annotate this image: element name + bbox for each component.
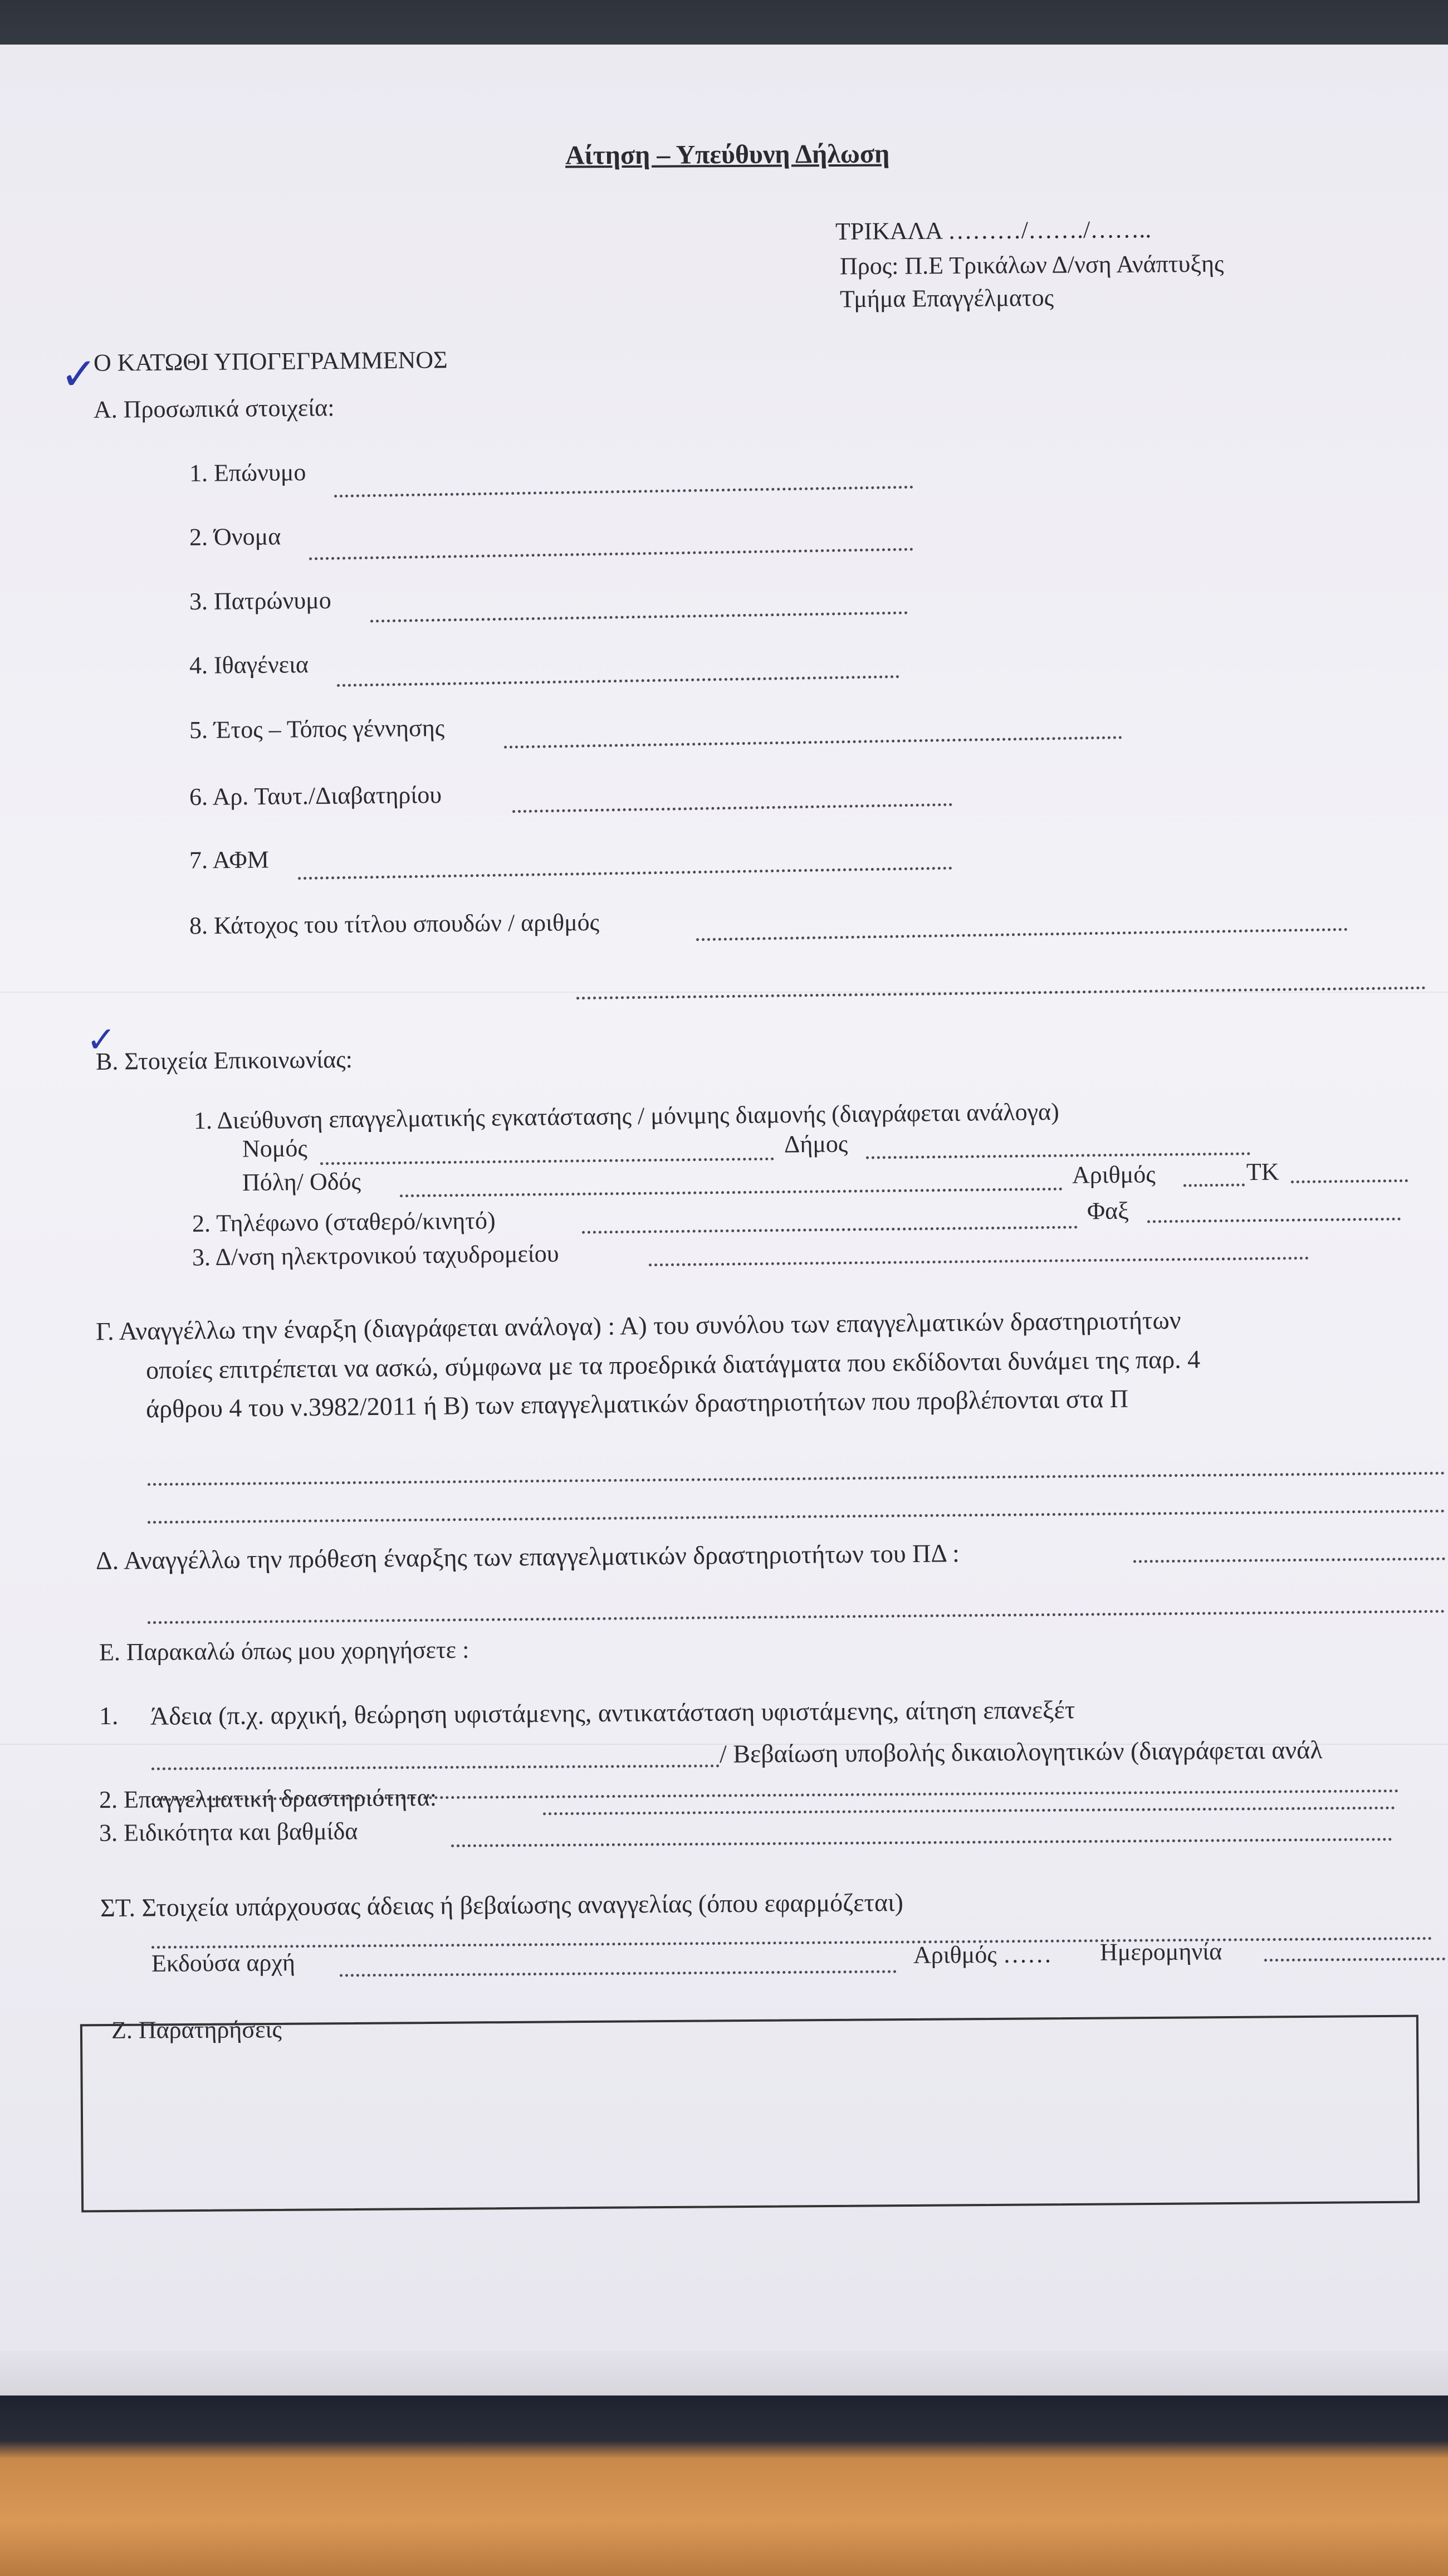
section-e-item-1-line[interactable] <box>151 1764 720 1770</box>
field-id-number: 6. Αρ. Ταυτ./Διαβατηρίου <box>189 781 442 811</box>
section-st-heading: ΣΤ. Στοιχεία υπάρχουσας άδειας ή βεβαίωσης αναγγελίας (όπου εφαρμόζεται) <box>100 1887 903 1923</box>
applicant-heading: Ο ΚΑΤΩΘΙ ΥΠΟΓΕΓΡΑΜΜΕΝΟΣ <box>93 346 448 377</box>
fax-label: Φαξ <box>1087 1197 1129 1225</box>
section-z-heading: Ζ. Παρατηρήσεις <box>111 2016 282 2044</box>
check-mark-icon: ✓ <box>86 1019 116 1061</box>
field-surname: 1. Επώνυμο <box>189 458 306 487</box>
degree-line[interactable] <box>696 928 1348 941</box>
check-mark-icon: ✓ <box>60 348 98 400</box>
section-e-item-2-line[interactable] <box>543 1807 1395 1816</box>
city-street-line[interactable] <box>400 1188 1063 1197</box>
section-e-item-1: Άδεια (π.χ. αρχική, θεώρηση υφιστάμενης, αντικατάσταση υφιστάμενης, αίτηση επανεξέτ <box>150 1695 1075 1730</box>
nationality-line[interactable] <box>337 675 899 687</box>
field-birth: 5. Έτος – Τόπος γέννησης <box>189 714 445 744</box>
section-e-item-2: 2. Επαγγελματική δραστηριότητα: <box>99 1783 437 1814</box>
section-st-blank-line[interactable] <box>151 1937 1432 1949</box>
nomos-line[interactable] <box>320 1158 774 1165</box>
section-a-heading: Α. Προσωπικά στοιχεία: <box>93 394 335 423</box>
license-date-line[interactable] <box>1264 1958 1445 1962</box>
section-e-item-1-cont: / Βεβαίωση υποβολής δικαιολογητικών (διαγράφεται ανάλ <box>719 1735 1323 1768</box>
section-g-line-blank-2[interactable] <box>148 1510 1445 1524</box>
field-afm: 7. ΑΦΜ <box>189 846 270 874</box>
number-line[interactable] <box>1183 1183 1245 1187</box>
issuer-label: Εκδούσα αρχή <box>151 1949 296 1977</box>
section-g-line-blank-1[interactable] <box>148 1472 1445 1486</box>
phone-label: 2. Τηλέφωνο (σταθερό/κινητό) <box>192 1207 496 1237</box>
section-g-line-1: Γ. Αναγγέλλω την έναρξη (διαγράφεται ανάλογα) : Α) του συνόλου των επαγγελματικών δραστηριοτήτων <box>95 1305 1181 1346</box>
surname-line[interactable] <box>334 486 913 497</box>
dimos-label: Δήμος <box>784 1130 848 1158</box>
city-street-label: Πόλη/ Οδός <box>242 1167 361 1197</box>
phone-line[interactable] <box>582 1226 1078 1233</box>
field-nationality: 4. Ιθαγένεια <box>189 651 309 679</box>
address-label: 1. Διεύθυνση επαγγελματικής εγκατάστασης / μόνιμης διαμονής (διαγράφεται ανάλογα) <box>193 1097 1059 1135</box>
afm-line[interactable] <box>298 867 952 880</box>
fathers-name-line[interactable] <box>370 611 908 622</box>
license-number-label: Αριθμός …… <box>913 1940 1052 1969</box>
dimos-line[interactable] <box>866 1152 1250 1159</box>
form-paper <box>0 45 1448 2396</box>
tk-line[interactable] <box>1291 1179 1408 1183</box>
fax-line[interactable] <box>1147 1218 1401 1223</box>
email-line[interactable] <box>649 1257 1309 1266</box>
section-e-item-1-number: 1. <box>99 1701 119 1730</box>
field-fathers-name: 3. Πατρώνυμο <box>189 586 331 616</box>
department-line: Τμήμα Επαγγέλματος <box>839 284 1054 313</box>
section-g-line-2: οποίες επιτρέπεται να ασκώ, σύμφωνα με τα προεδρικά διατάγματα που εκδίδονται δυνάμει της παρ. 4 <box>145 1345 1201 1384</box>
section-d-line: Δ. Αναγγέλλω την πρόθεση έναρξης των επαγγελματικών δραστηριοτήτων του ΠΔ : <box>95 1539 960 1575</box>
section-d-dots[interactable] <box>1133 1558 1445 1563</box>
birth-line[interactable] <box>504 736 1122 748</box>
recipient-line: Προς: Π.Ε Τρικάλων Δ/νση Ανάπτυξης <box>839 250 1224 280</box>
fold-line <box>0 992 1448 993</box>
form-title: Αίτηση – Υπεύθυνη Δήλωση <box>565 139 890 170</box>
section-b-heading: Β. Στοιχεία Επικοινωνίας: <box>95 1045 353 1076</box>
name-line[interactable] <box>309 548 913 560</box>
section-d-line-blank[interactable] <box>148 1610 1445 1624</box>
paper-bottom-edge <box>0 2351 1448 2396</box>
nomos-label: Νομός <box>242 1134 308 1163</box>
number-label: Αριθμός <box>1072 1160 1156 1189</box>
section-g-line-3: άρθρου 4 του ν.3982/2011 ή Β) των επαγγελματικών δραστηριοτήτων που προβλέπονται στα Π <box>145 1384 1129 1423</box>
field-degree: 8. Κάτοχος του τίτλου σπουδών / αριθμός <box>189 908 600 940</box>
email-label: 3. Δ/νση ηλεκτρονικού ταχυδρομείου <box>192 1240 559 1271</box>
section-e-item-3: 3. Ειδικότητα και βαθμίδα <box>99 1817 358 1847</box>
desk-background <box>0 2396 1448 2576</box>
id-number-line[interactable] <box>512 803 952 813</box>
issuer-line[interactable] <box>340 1970 897 1977</box>
city-date: ΤΡΙΚΑΛΑ ………/……./…….. <box>835 216 1152 245</box>
section-e-heading: Ε. Παρακαλώ όπως μου χορηγήσετε : <box>99 1636 469 1666</box>
field-name: 2. Όνομα <box>189 523 281 551</box>
license-date-label: Ημερομηνία <box>1099 1938 1222 1966</box>
tk-label: ΤΚ <box>1246 1158 1279 1186</box>
section-e-item-3-line[interactable] <box>451 1838 1392 1847</box>
degree-line-2[interactable] <box>576 987 1426 1000</box>
remarks-box[interactable] <box>80 2015 1420 2213</box>
